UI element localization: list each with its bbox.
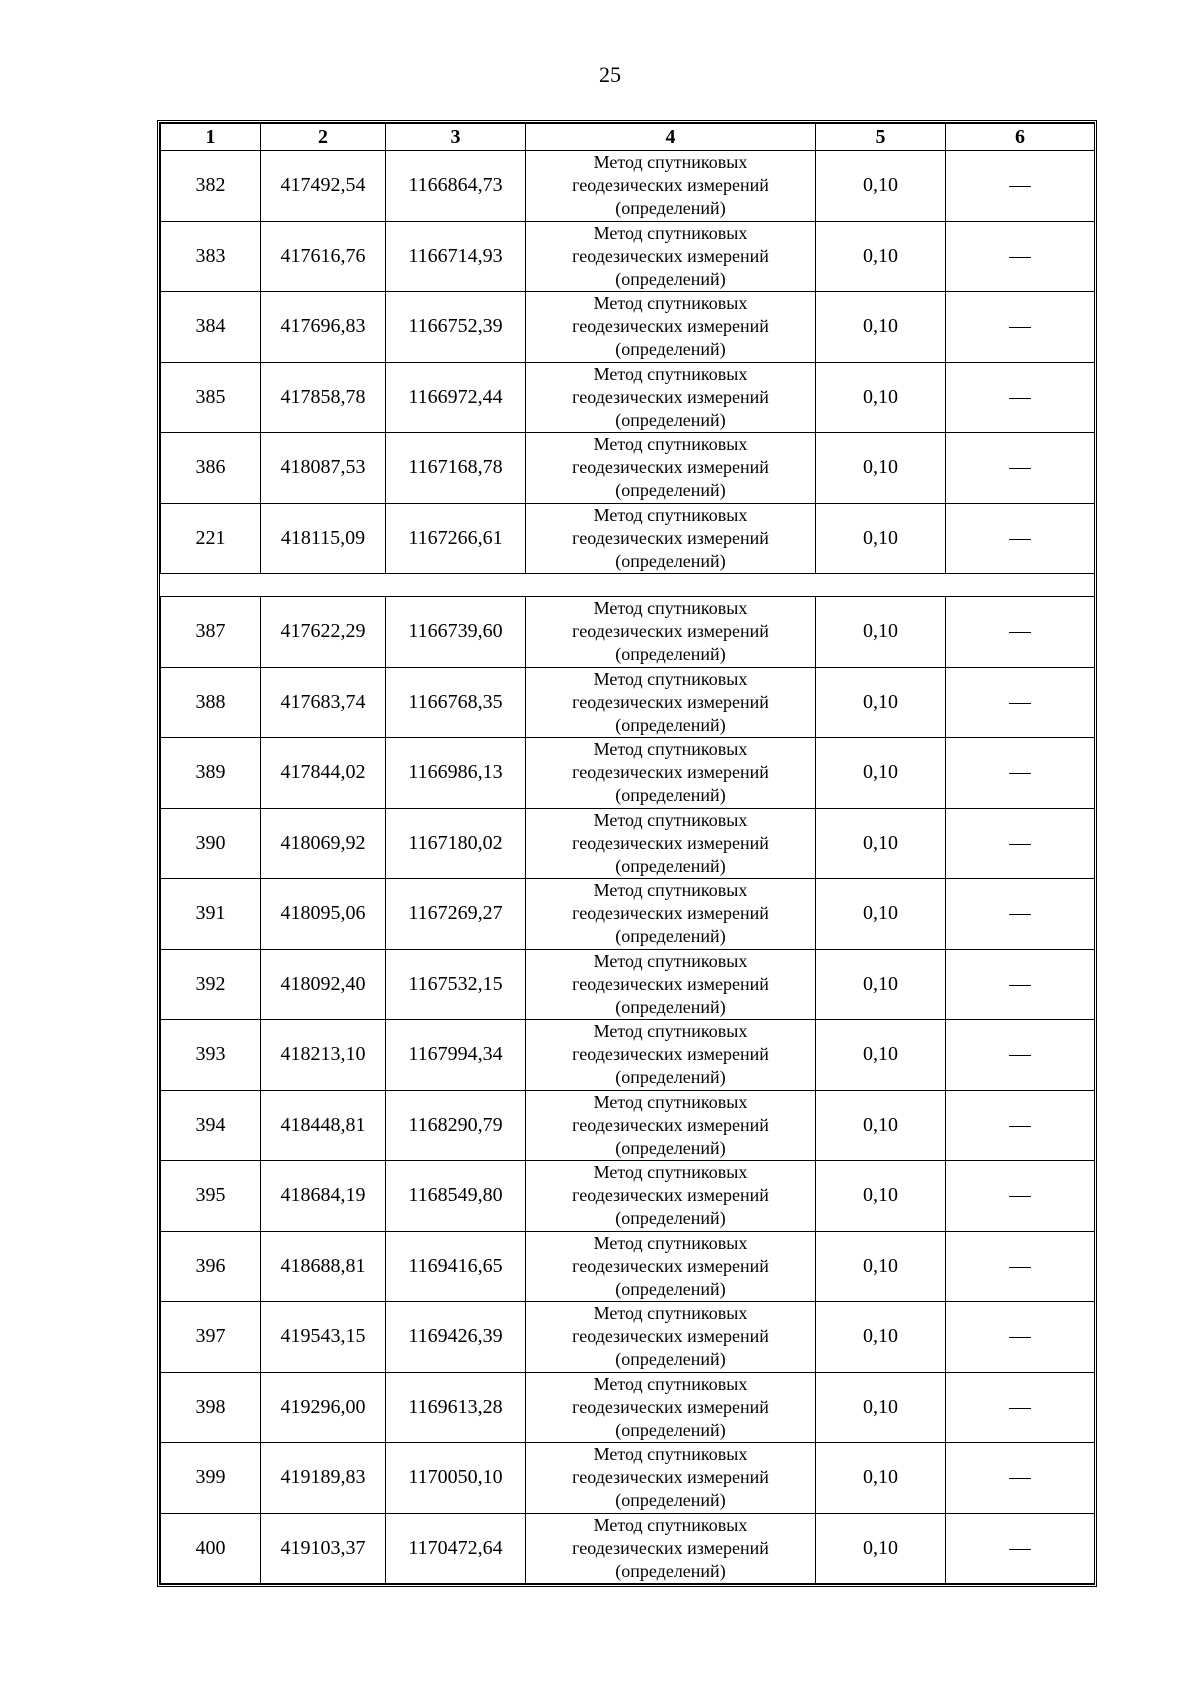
accuracy-cell: 0,10 [816,1231,946,1302]
method-line: геодезических измерений [572,762,769,783]
empty-dash [1009,539,1031,540]
accuracy-cell: 0,10 [816,1161,946,1232]
description-cell [946,738,1095,809]
empty-dash [1009,327,1031,328]
empty-dash [1009,398,1031,399]
description-cell [946,1302,1095,1373]
method-line: Метод спутниковых [593,1444,748,1465]
description-cell [946,362,1095,433]
method-line: (определений) [615,1067,726,1088]
x-coordinate-cell: 419296,00 [261,1372,386,1443]
table-body [161,151,1095,1584]
accuracy-cell: 0,10 [816,1020,946,1091]
method-line: Метод спутниковых [593,598,748,619]
method-line: (определений) [615,198,726,219]
method-line: (определений) [615,339,726,360]
method-line: геодезических измерений [572,457,769,478]
method-line: (определений) [615,714,726,735]
point-number-cell: 398 [161,1372,261,1443]
empty-dash [1009,703,1031,704]
table-row [161,221,1095,292]
method-line: геодезических измерений [572,527,769,548]
y-coordinate-cell: 1166986,13 [386,738,526,809]
accuracy-cell: 0,10 [816,597,946,668]
description-cell [946,879,1095,950]
method-cell [526,1372,816,1443]
page-number: 25 [599,62,621,87]
empty-dash [1009,1055,1031,1056]
description-cell [946,949,1095,1020]
y-coordinate-cell: 1167532,15 [386,949,526,1020]
empty-dash [1009,1337,1031,1338]
method-line: геодезических измерений [572,691,769,712]
method-cell [526,433,816,504]
table-header-row [161,124,1095,151]
method-line: Метод спутниковых [593,739,748,760]
table-row [161,1231,1095,1302]
point-number-cell: 384 [161,292,261,363]
y-coordinate-cell: 1169416,65 [386,1231,526,1302]
description-cell [946,667,1095,738]
y-coordinate-cell: 1166864,73 [386,151,526,222]
method-cell [526,667,816,738]
method-line: (определений) [615,855,726,876]
x-coordinate-cell: 418213,10 [261,1020,386,1091]
accuracy-cell: 0,10 [816,433,946,504]
method-cell [526,1231,816,1302]
method-line: Метод спутниковых [593,668,748,689]
accuracy-cell: 0,10 [816,151,946,222]
point-number-cell: 393 [161,1020,261,1091]
empty-dash [1009,1478,1031,1479]
method-line: Метод спутниковых [593,222,748,243]
method-line: Метод спутниковых [593,880,748,901]
method-line: геодезических измерений [572,1185,769,1206]
method-line: Метод спутниковых [593,1514,748,1535]
point-number-cell: 394 [161,1090,261,1161]
method-cell [526,151,816,222]
header-col-4: 4 [526,124,816,151]
header-col-5: 5 [816,124,946,151]
method-cell [526,362,816,433]
point-number-cell: 389 [161,738,261,809]
point-number-cell: 399 [161,1443,261,1514]
table-row [161,503,1095,574]
method-line: (определений) [615,409,726,430]
accuracy-cell: 0,10 [816,667,946,738]
point-number-cell: 390 [161,808,261,879]
method-line: Метод спутниковых [593,1162,748,1183]
accuracy-cell: 0,10 [816,221,946,292]
method-line: геодезических измерений [572,245,769,266]
table-row [161,151,1095,222]
header-col-3: 3 [386,124,526,151]
empty-dash [1009,914,1031,915]
table-row [161,292,1095,363]
method-line: (определений) [615,926,726,947]
x-coordinate-cell: 419543,15 [261,1302,386,1373]
method-line: геодезических измерений [572,973,769,994]
table-row [161,1372,1095,1443]
empty-dash [1009,1126,1031,1127]
method-cell [526,1020,816,1091]
method-line: (определений) [615,1278,726,1299]
method-line: (определений) [615,1137,726,1158]
description-cell [946,1161,1095,1232]
empty-dash [1009,1267,1031,1268]
y-coordinate-cell: 1168549,80 [386,1161,526,1232]
empty-dash [1009,468,1031,469]
method-line: геодезических измерений [572,1537,769,1558]
method-line: геодезических измерений [572,1044,769,1065]
description-cell [946,151,1095,222]
table-row [161,1513,1095,1584]
y-coordinate-cell: 1167168,78 [386,433,526,504]
x-coordinate-cell: 418448,81 [261,1090,386,1161]
x-coordinate-cell: 417622,29 [261,597,386,668]
accuracy-cell: 0,10 [816,808,946,879]
table-row [161,362,1095,433]
x-coordinate-cell: 418069,92 [261,808,386,879]
table-row [161,433,1095,504]
description-cell [946,1443,1095,1514]
contour-separator-row [161,574,1095,597]
method-line: (определений) [615,480,726,501]
empty-dash [1009,844,1031,845]
method-line: Метод спутниковых [593,1091,748,1112]
x-coordinate-cell: 419103,37 [261,1513,386,1584]
method-line: Метод спутниковых [593,363,748,384]
table-row [161,667,1095,738]
y-coordinate-cell: 1166752,39 [386,292,526,363]
y-coordinate-cell: 1166972,44 [386,362,526,433]
empty-dash [1009,1196,1031,1197]
table-row [161,949,1095,1020]
point-number-cell: 221 [161,503,261,574]
method-line: геодезических измерений [572,175,769,196]
table-row [161,597,1095,668]
method-line: геодезических измерений [572,1326,769,1347]
x-coordinate-cell: 417616,76 [261,221,386,292]
description-cell [946,1231,1095,1302]
empty-dash [1009,773,1031,774]
x-coordinate-cell: 418684,19 [261,1161,386,1232]
empty-dash [1009,257,1031,258]
x-coordinate-cell: 418115,09 [261,503,386,574]
table-row [161,1090,1095,1161]
method-line: Метод спутниковых [593,434,748,455]
description-cell [946,1513,1095,1584]
accuracy-cell: 0,10 [816,738,946,809]
description-cell [946,1372,1095,1443]
method-line: Метод спутниковых [593,1021,748,1042]
point-number-cell: 383 [161,221,261,292]
accuracy-cell: 0,10 [816,292,946,363]
method-line: геодезических измерений [572,903,769,924]
description-cell [946,1090,1095,1161]
method-line: (определений) [615,1419,726,1440]
method-cell [526,503,816,574]
method-line: (определений) [615,1208,726,1229]
empty-dash [1009,1408,1031,1409]
accuracy-cell: 0,10 [816,1372,946,1443]
x-coordinate-cell: 418087,53 [261,433,386,504]
y-coordinate-cell: 1168290,79 [386,1090,526,1161]
x-coordinate-cell: 418092,40 [261,949,386,1020]
method-cell [526,597,816,668]
method-line: Метод спутниковых [593,1303,748,1324]
table-row [161,808,1095,879]
header-col-1: 1 [161,124,261,151]
x-coordinate-cell: 417858,78 [261,362,386,433]
x-coordinate-cell: 419189,83 [261,1443,386,1514]
point-number-cell: 392 [161,949,261,1020]
empty-dash [1009,186,1031,187]
point-number-cell: 386 [161,433,261,504]
description-cell [946,292,1095,363]
accuracy-cell: 0,10 [816,1443,946,1514]
x-coordinate-cell: 417696,83 [261,292,386,363]
x-coordinate-cell: 418688,81 [261,1231,386,1302]
y-coordinate-cell: 1170050,10 [386,1443,526,1514]
method-cell [526,1090,816,1161]
table-row [161,1020,1095,1091]
accuracy-cell: 0,10 [816,1090,946,1161]
method-line: (определений) [615,268,726,289]
method-line: геодезических измерений [572,386,769,407]
x-coordinate-cell: 418095,06 [261,879,386,950]
point-number-cell: 397 [161,1302,261,1373]
method-line: (определений) [615,644,726,665]
table-row [161,1161,1095,1232]
y-coordinate-cell: 1167266,61 [386,503,526,574]
method-line: Метод спутниковых [593,1373,748,1394]
description-cell [946,808,1095,879]
y-coordinate-cell: 1166768,35 [386,667,526,738]
method-line: геодезических измерений [572,316,769,337]
method-cell [526,292,816,363]
coordinates-table [160,123,1095,1584]
x-coordinate-cell: 417683,74 [261,667,386,738]
method-cell [526,1443,816,1514]
method-line: (определений) [615,785,726,806]
accuracy-cell: 0,10 [816,1513,946,1584]
method-line: геодезических измерений [572,1255,769,1276]
x-coordinate-cell: 417844,02 [261,738,386,809]
y-coordinate-cell: 1167180,02 [386,808,526,879]
table-row [161,1443,1095,1514]
y-coordinate-cell: 1169613,28 [386,1372,526,1443]
accuracy-cell: 0,10 [816,949,946,1020]
description-cell [946,1020,1095,1091]
empty-dash [1009,632,1031,633]
method-cell [526,1161,816,1232]
y-coordinate-cell: 1169426,39 [386,1302,526,1373]
point-number-cell: 400 [161,1513,261,1584]
point-number-cell: 388 [161,667,261,738]
method-line: геодезических измерений [572,1396,769,1417]
method-cell [526,879,816,950]
empty-dash [1009,1549,1031,1550]
description-cell [946,503,1095,574]
method-line: Метод спутниковых [593,1232,748,1253]
point-number-cell: 385 [161,362,261,433]
description-cell [946,433,1095,504]
accuracy-cell: 0,10 [816,503,946,574]
accuracy-cell: 0,10 [816,879,946,950]
method-line: (определений) [615,550,726,571]
method-cell [526,808,816,879]
header-col-2: 2 [261,124,386,151]
y-coordinate-cell: 1166714,93 [386,221,526,292]
method-line: (определений) [615,1349,726,1370]
coordinates-table-frame [157,120,1097,1587]
point-number-cell: 391 [161,879,261,950]
table-row [161,1302,1095,1373]
description-cell [946,597,1095,668]
description-cell [946,221,1095,292]
point-number-cell: 387 [161,597,261,668]
method-line: Метод спутниковых [593,809,748,830]
method-line: геодезических измерений [572,1114,769,1135]
method-cell [526,221,816,292]
method-line: Метод спутниковых [593,950,748,971]
table-row [161,738,1095,809]
y-coordinate-cell: 1166739,60 [386,597,526,668]
y-coordinate-cell: 1167269,27 [386,879,526,950]
method-line: Метод спутниковых [593,152,748,173]
point-number-cell: 395 [161,1161,261,1232]
point-number-cell: 396 [161,1231,261,1302]
point-number-cell: 382 [161,151,261,222]
method-line: геодезических измерений [572,832,769,853]
method-cell [526,949,816,1020]
method-line: Метод спутниковых [593,504,748,525]
method-line: геодезических измерений [572,1467,769,1488]
method-line: геодезических измерений [572,621,769,642]
accuracy-cell: 0,10 [816,1302,946,1373]
y-coordinate-cell: 1167994,34 [386,1020,526,1091]
table-row [161,879,1095,950]
method-cell [526,1513,816,1584]
method-line: Метод спутниковых [593,293,748,314]
method-line: (определений) [615,1560,726,1581]
contour-separator-cell [161,574,1095,597]
method-line: (определений) [615,996,726,1017]
header-col-6: 6 [946,124,1095,151]
accuracy-cell: 0,10 [816,362,946,433]
method-cell [526,1302,816,1373]
method-cell [526,738,816,809]
x-coordinate-cell: 417492,54 [261,151,386,222]
method-line: (определений) [615,1490,726,1511]
empty-dash [1009,985,1031,986]
y-coordinate-cell: 1170472,64 [386,1513,526,1584]
